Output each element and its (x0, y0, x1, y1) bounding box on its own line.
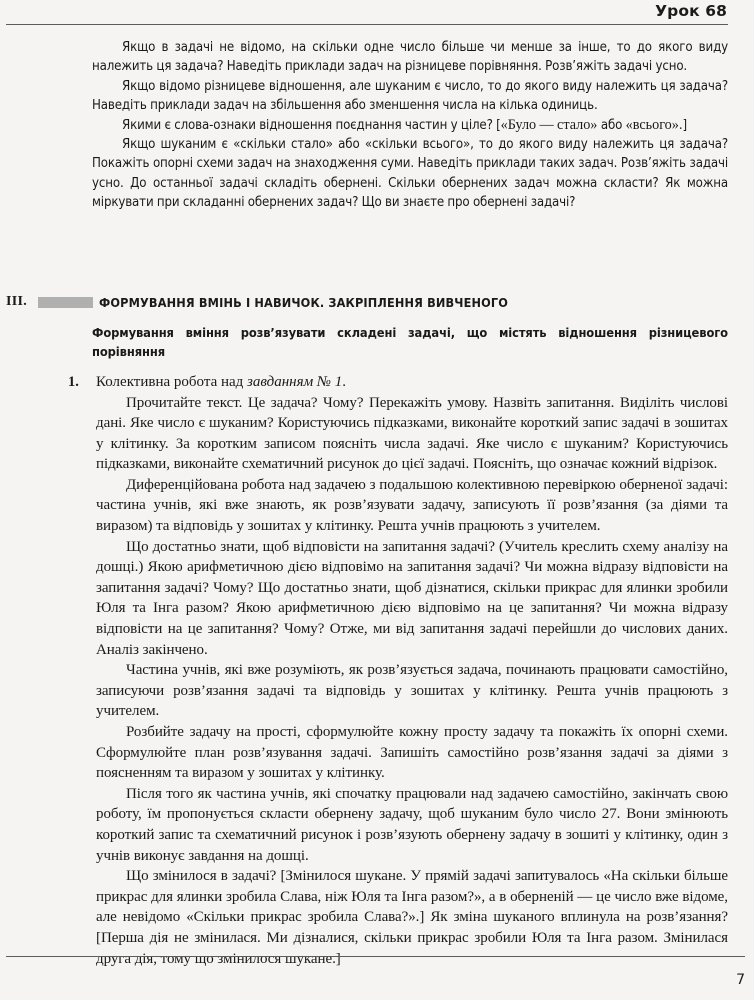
numbered-item-1 (68, 372, 728, 969)
item-paragraph-5: Розбийте задачу на прості, сформулюйте кожну просту задачу та покажіть їх опорні схеми. Сформулюйте план розв’язування задачі. Запишіть самостійно розв’язання задачі за діями з поясненням та виразом у зошитах у клітинку. (96, 724, 728, 782)
item-paragraph-4: Частина учнів, які вже розуміють, як розв’язується задача, починають працювати самостійно, записуючи розв’язання задачі та відповідь у зошитах у клітинку. Решта учнів працюють з учителем. (96, 662, 728, 720)
intro-paragraph-3-tail: .] (678, 117, 687, 133)
item-paragraph-1: Прочитайте текст. Це задача? Чому? Перекажіть умову. Назвіть запитання. Виділіть числові дані. Яке число є шуканим? Користуючись підказками, виконайте короткий запис задачі в зошитах у клітинку. За коротким записом поясніть числа задачі. Яке число є шуканим? Користуючись підказками, виконайте схематичний рисунок до цієї задачі. Поясніть, що означає кожний відрізок. (96, 394, 728, 473)
item-paragraph-7: Що змінилося в задачі? [Змінилося шукане. У прямій задачі запитувалось «На скільки більше прикрас для ялинки зробила Слава, ніж Юля та Інга разом?», а в оберненій — це число вже відоме, але невідомо «Скільки прикрас зробила Слава?».] Як зміна шуканого вплинула на розв’язання? [Перша дія не змінилася. Ми дізналися, скільки прикрас зробили Юля та Інга разом. Змінилася друга дія, тому що змінилося шукане.] (96, 868, 728, 967)
running-head-title: Урок 68 (655, 2, 727, 20)
intro-question-block (92, 38, 728, 213)
item-paragraph-3: Що достатньо знати, щоб відповісти на запитання задачі? (Учитель креслить схему аналізу на дошці.) Якою арифметичною дією відповімо на запитання задачі? Чи можна відразу відповісти на запитання задачі? Чому? Що достатньо знати, щоб дізнатися, скільки прикрас для ялинки зробили Юля та Інга разом? Якою арифметичною дією відповімо на це запитання? Чи можна відразу відповісти на це запитання? Чому? Отже, ми від запитання задачі перейшли до числових даних. Аналіз закінчено. (96, 538, 728, 658)
intro-paragraph-3-lead: Якими є слова-ознаки відношення поєднання частин у ціле? [ (122, 117, 501, 133)
intro-paragraph-3-mid: або (597, 117, 626, 133)
section-decorative-bar (38, 297, 93, 308)
intro-paragraph-3 (92, 116, 728, 135)
item-heading-tail: . (342, 374, 347, 390)
header-rule (6, 24, 728, 25)
item-body (68, 393, 728, 970)
intro-paragraph-1: Якщо в задачі не відомо, на скільки одне число більше чи менше за інше, то до якого виду належить ця задача? Наведіть приклади задач на різницеве порівняння. Розв’яжіть задачі усно. (92, 40, 728, 75)
page-number: 7 (736, 972, 745, 988)
intro-quote-vsoho: «всього» (625, 116, 679, 133)
item-number: 1. (68, 374, 79, 390)
intro-paragraph-2: Якщо відомо різницеве відношення, але шуканим є число, то до якого виду належить ця задача? Наведіть приклади задач на збільшення або зменшення числа на кілька одиниць. (92, 78, 728, 114)
section-heading (6, 293, 728, 315)
item-paragraph-2: Диференційована робота над задачею з подальшою колективною перевіркою оберненої задачі: частина учнів, які вже знають, як розв’язувати задачу, записують її розв’язання (за діями та виразом) та відповідь у зошитах у клітинку. Решта учнів працюють з учителем. (96, 476, 728, 535)
intro-paragraph-4: Якщо шуканим є «скільки стало» або «скільки всього», то до якого виду належить ця задача? Покажіть опорні схеми задач на знаходження суми. Наведіть приклади таких задач. Розв’яжіть задачі усно. До останньої задачі складіть обернені. Скільки обернених задач можна скласти? Як можна міркувати при складанні обернених задач? Що ви знаєте про обернені задачі? (92, 137, 728, 211)
item-heading (68, 372, 728, 393)
item-paragraph-6: Після того як частина учнів, які спочатку працювали над задачею самостійно, закінчать свою роботу, їм пропонується скласти обернену задачу, щоб шуканим було число 27. Вони змінюють короткий запис та схематичний рисунок і розв’язують обернену задачу в зошиті у клітинку, один з учнів виконує завдання на дошці. (96, 785, 728, 864)
footer-rule (6, 956, 745, 957)
intro-quote-bulo-stalo: «Було — стало» (500, 116, 598, 133)
section-subtitle: Формування вміння розв’язувати складені задачі, що містять відношення різницевого порівняння (92, 326, 728, 360)
item-heading-lead: Колективна робота над (96, 374, 248, 390)
section-title: ФОРМУВАННЯ ВМІНЬ І НАВИЧОК. ЗАКРІПЛЕННЯ ВИВЧЕНОГО (99, 295, 509, 310)
item-heading-task-ref: завданням № 1 (247, 374, 343, 390)
section-roman-numeral: III. (6, 294, 28, 309)
running-head (6, 2, 728, 21)
